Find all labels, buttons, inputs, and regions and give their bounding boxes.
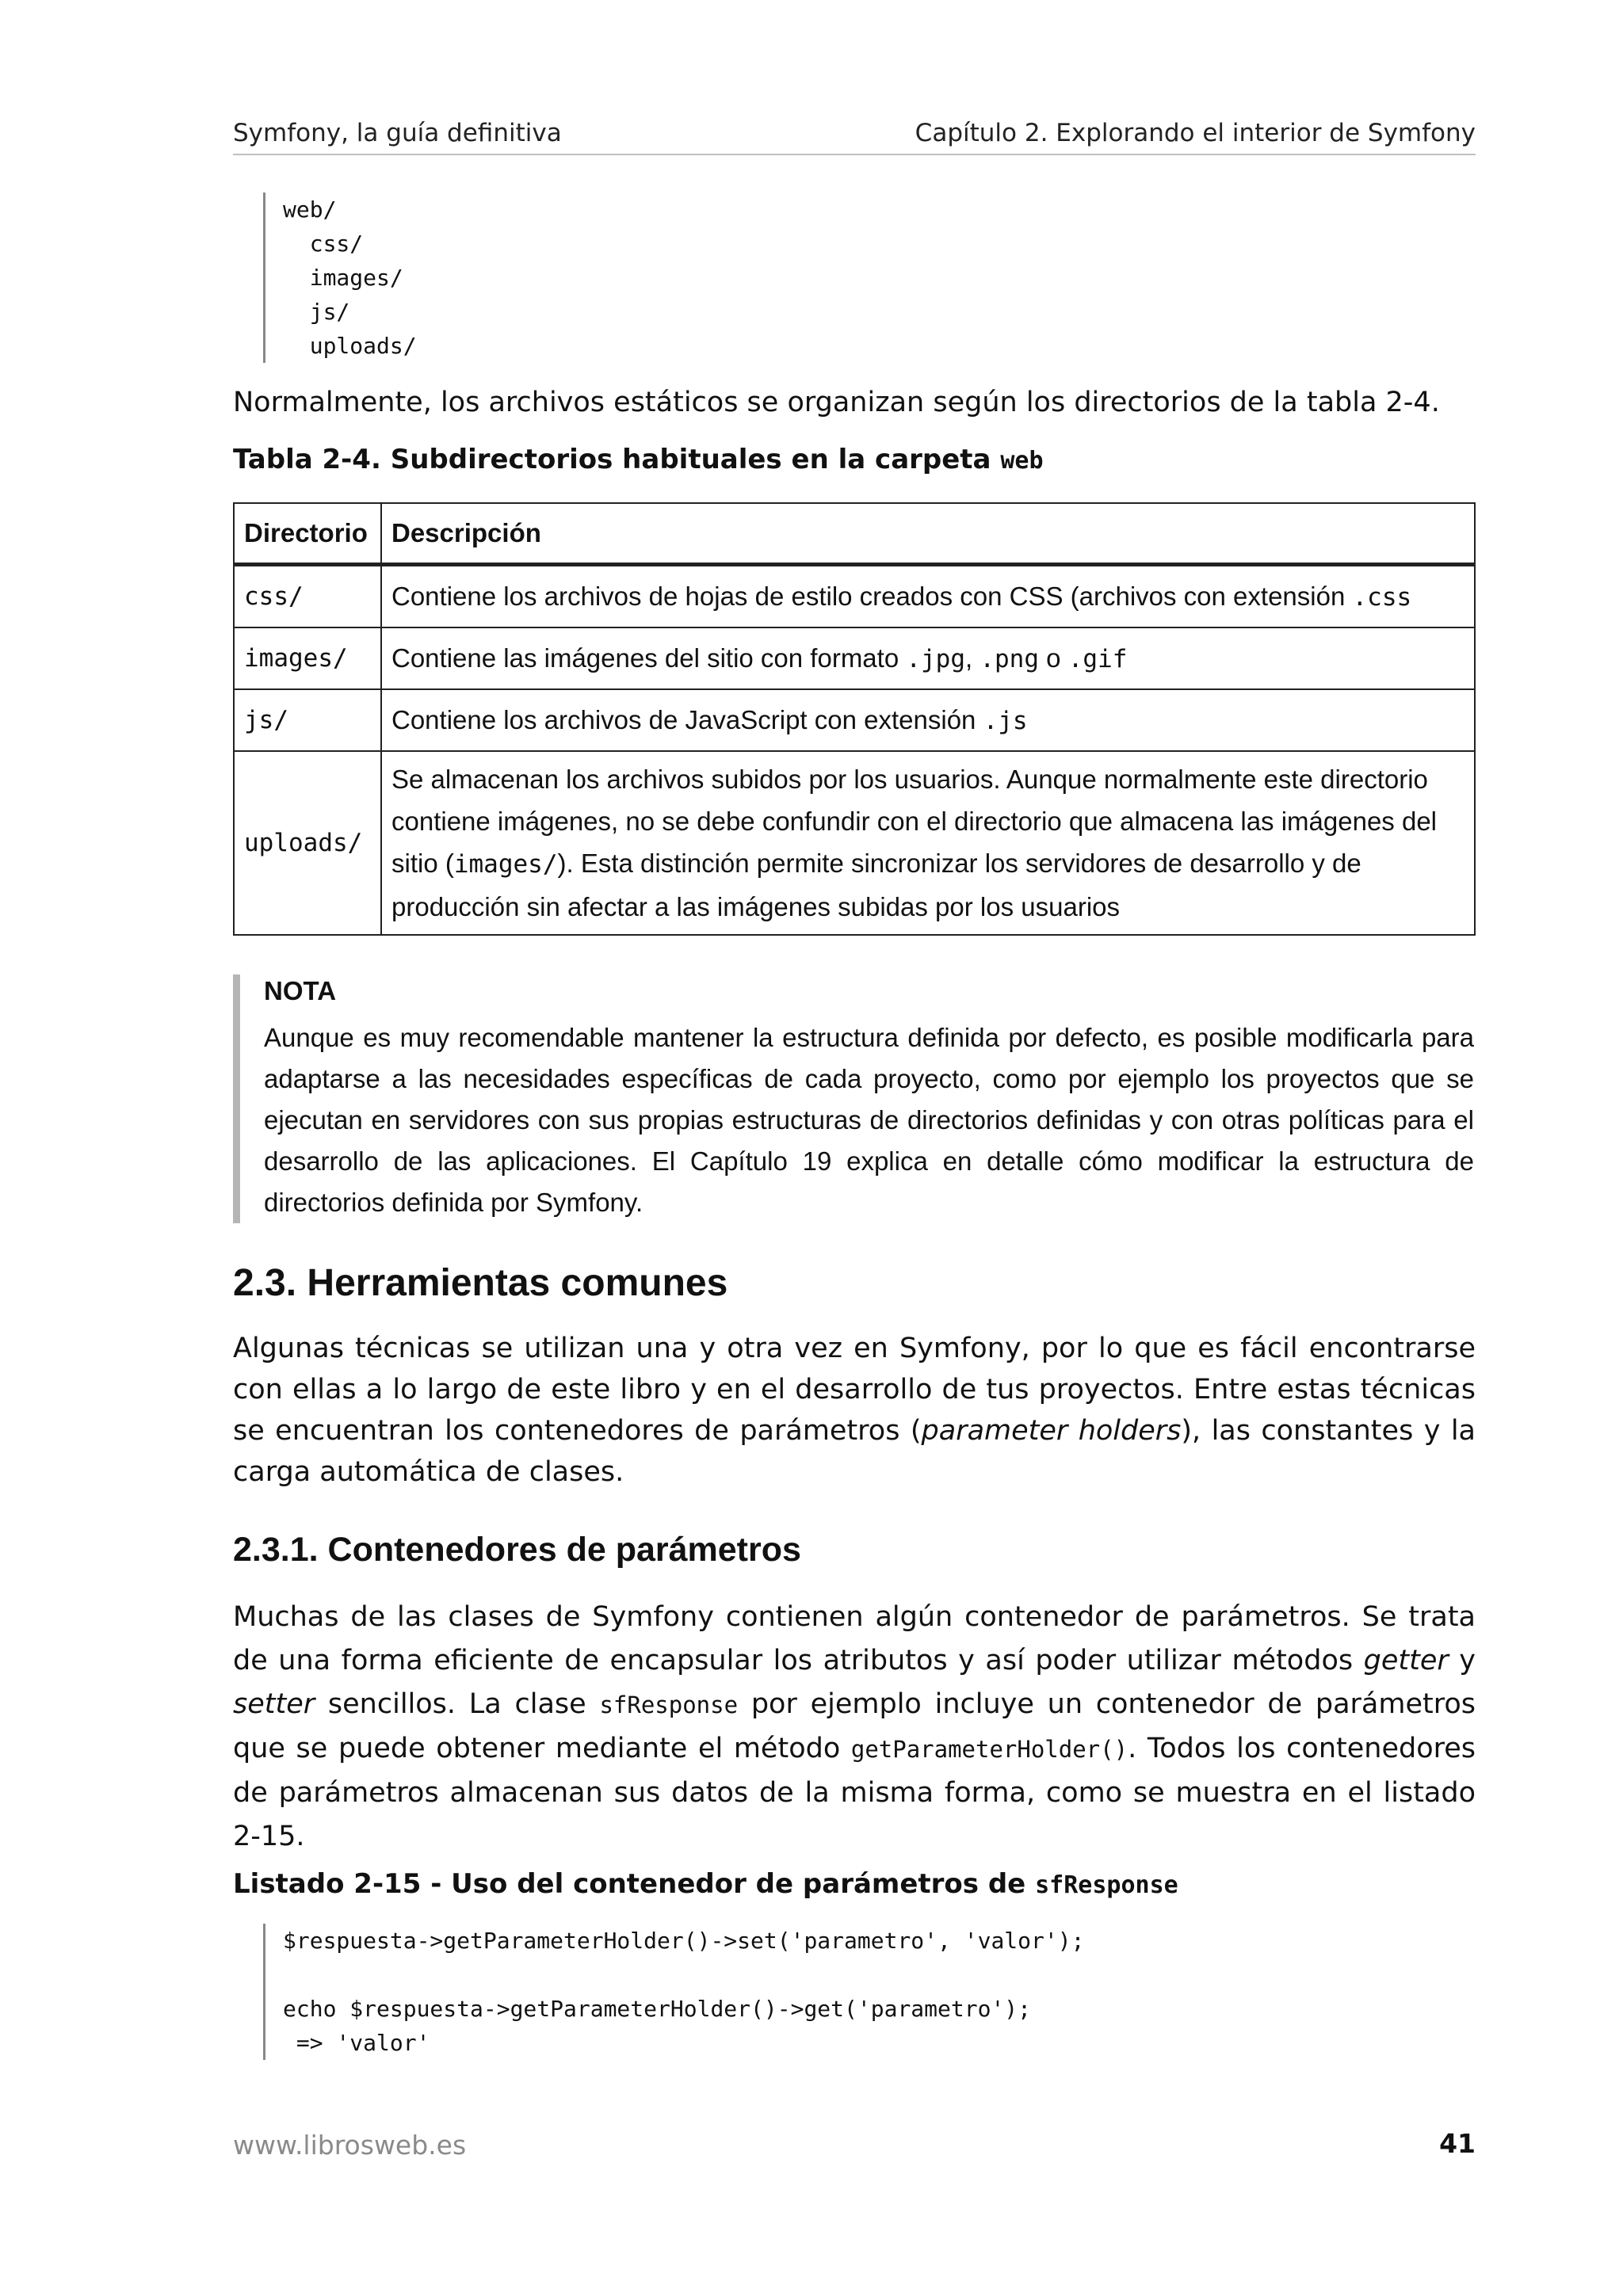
subsection-heading: 2.3.1. Contenedores de parámetros — [233, 1531, 801, 1569]
intro-paragraph: Normalmente, los archivos estáticos se organizan según los directorios de la tabla 2-4. — [233, 387, 1440, 418]
listing-caption-text: Listado 2-15 - Uso del contenedor de parámetros de — [233, 1868, 1036, 1900]
book-title: Symfony, la guía definitiva — [233, 119, 562, 147]
code-line: css/ — [283, 231, 364, 257]
footer-url[interactable]: www.librosweb.es — [233, 2130, 467, 2161]
table-header-row — [234, 503, 1475, 565]
table-caption — [233, 444, 1044, 475]
header-descripcion: Descripción — [381, 503, 1475, 565]
desc-text: Se almacenan los archivos subidos por los usuarios. Aunque normalmente este directorio contiene imágenes, no se debe confundir con el directorio que almacena las imágenes del sitio ( — [391, 765, 1438, 878]
desc-code: .png — [980, 645, 1040, 673]
note-title: NOTA — [264, 976, 337, 1005]
listing-caption-code: sfResponse — [1035, 1871, 1178, 1899]
desc-text: , — [965, 643, 980, 673]
paragraph-text: . Todos los contenedores de parámetros almacenan sus datos de la misma forma, como se muestra en el listado 2-15. — [233, 1733, 1476, 1852]
paragraph-text: sencillos. La clase — [315, 1688, 600, 1720]
dir-cell: js/ — [234, 689, 381, 751]
header-directorio: Directorio — [234, 503, 381, 565]
desc-text: Contiene las imágenes del sitio con formato — [391, 643, 907, 673]
note-box — [233, 974, 1474, 1223]
running-header — [233, 119, 1476, 155]
subsection-paragraph — [233, 1596, 1476, 1859]
table-row — [234, 627, 1475, 689]
desc-text: Contiene los archivos de JavaScript con extensión — [391, 705, 983, 734]
table-row — [234, 689, 1475, 751]
desc-cell — [381, 689, 1475, 751]
directories-table — [233, 502, 1476, 936]
desc-code: images/ — [453, 850, 558, 879]
desc-text: o — [1039, 643, 1068, 673]
paragraph-emphasis: setter — [233, 1688, 315, 1720]
table-row — [234, 565, 1475, 628]
dir-cell: images/ — [234, 627, 381, 689]
inline-code: sfResponse — [599, 1691, 739, 1718]
listing-caption — [233, 1868, 1178, 1900]
code-block-web-dirs — [263, 193, 417, 363]
paragraph-text: Algunas técnicas se utilizan una y otra vez en Symfony, por lo que es fácil encontrarse con ellas a lo largo de este libro y en el desarrollo de tus proyectos. Entre estas técnicas se encuentran los contenedores de parámetros ( — [233, 1333, 1476, 1447]
desc-cell — [381, 751, 1475, 935]
desc-text: Contiene los archivos de hojas de estilo creados con CSS (archivos con extensión — [391, 582, 1353, 611]
paragraph-text: por ejemplo incluye un contenedor de parámetros que se puede obtener mediante el método — [233, 1688, 1476, 1764]
dir-cell: uploads/ — [234, 751, 381, 935]
paragraph-text: Muchas de las clases de Symfony contienen algún contenedor de parámetros. Se trata de una forma eficiente de encapsular los atributos y así poder utilizar métodos — [233, 1601, 1476, 1676]
desc-cell — [381, 627, 1475, 689]
inline-code: getParameterHolder() — [850, 1736, 1128, 1763]
code-block-listing — [263, 1924, 1084, 2060]
desc-cell — [381, 565, 1475, 628]
code-line: => 'valor' — [283, 2030, 430, 2056]
desc-text: ). Esta distinción permite sincronizar los servidores de desarrollo y de producción sin afectar a las imágenes subidas por los usuarios — [391, 849, 1361, 921]
paragraph-emphasis: parameter holders — [921, 1415, 1182, 1447]
section-heading: 2.3. Herramientas comunes — [233, 1262, 728, 1304]
desc-code: .jpg — [906, 645, 966, 673]
paragraph-text: y — [1448, 1645, 1476, 1676]
code-line: uploads/ — [283, 333, 417, 359]
code-line: echo $respuesta->getParameterHolder()->get('parametro'); — [283, 1996, 1032, 2022]
code-line: web/ — [283, 196, 337, 223]
paragraph-text: ), las constantes y la carga automática de clases. — [233, 1415, 1476, 1488]
chapter-title: Capítulo 2. Explorando el interior de Symfony — [915, 119, 1476, 147]
page-number: 41 — [1439, 2128, 1476, 2159]
dir-cell: css/ — [234, 565, 381, 628]
desc-code: .css — [1352, 583, 1412, 612]
desc-code: .js — [983, 707, 1028, 735]
paragraph-emphasis: getter — [1363, 1645, 1449, 1676]
desc-code: .gif — [1067, 645, 1128, 673]
note-body: Aunque es muy recomendable mantener la estructura definida por defecto, es posible modificarla para adaptarse a las necesidades específicas de cada proyecto, como por ejemplo los proyectos que se ejecutan en servidores con sus propias estructuras de directorios definidas y con otras políticas para el desarrollo de las aplicaciones. El Capítulo 19 explica en detalle cómo modificar la estructura de directorios definida por Symfony. — [264, 1023, 1474, 1217]
code-line: images/ — [283, 265, 403, 291]
table-caption-text: Tabla 2-4. Subdirectorios habituales en la carpeta — [233, 444, 1001, 475]
code-line: js/ — [283, 299, 350, 325]
code-line — [283, 1958, 1084, 1992]
table-row — [234, 751, 1475, 935]
code-line: $respuesta->getParameterHolder()->set('parametro', 'valor'); — [283, 1928, 1085, 1954]
table-caption-code: web — [1000, 447, 1044, 475]
section-paragraph — [233, 1328, 1476, 1493]
